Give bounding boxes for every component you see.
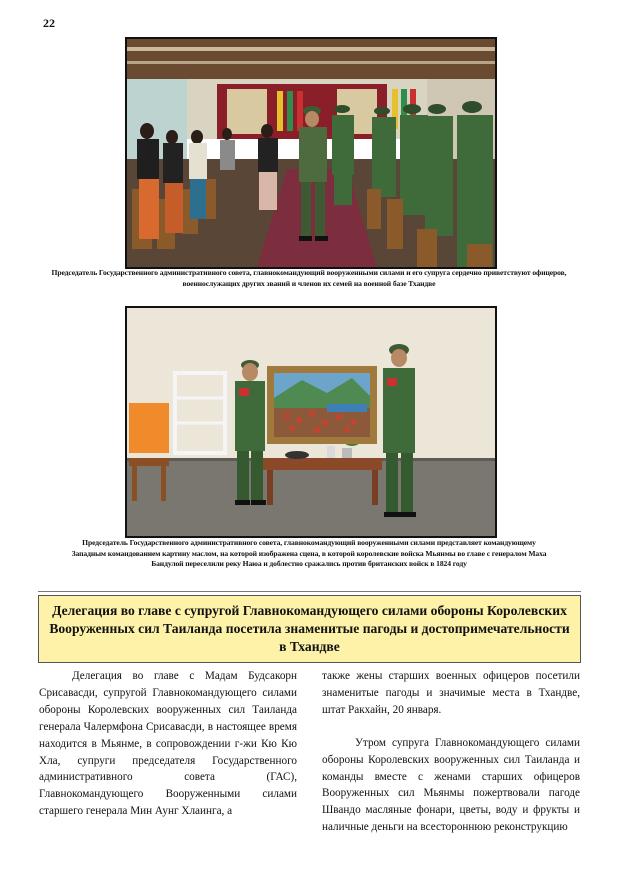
article-column-left [39,668,297,820]
photo-caption-2: Председатель Государственного административного совета, главнокомандующий вооруженными силами представляет командующему Западным командованием картину маслом, на которой изображена сцена, в которой королевские войска Мьянмы во главе с генералом Маха Бандулой переселили реку Наюа и доблестно сражались против британских войск в 1824 году [71,538,547,568]
page-number: 22 [43,16,55,30]
article-paragraph: Утром супруга Главнокомандующего силами обороны Королевских вооруженных сил Таиланда и команды вместе с женами старших офицеров Вооруженных сил Мьянмы пожертвовали пагоде Швандо масляные фонари, цветы, воду и фрукты и наличные деньги на всестороннюю реконструкцию [322,736,580,834]
painting-presentation-photo [125,306,497,538]
photo-caption-1: Председатель Государственного административного совета, главнокомандующий вооруженными силами и его супруга сердечно приветствуют офицеров, военнослужащих других званий и членов их семей на военной базе Тхандве [51,268,567,288]
article-paragraph: также жены старших военных офицеров посетили знаменитые пагоды и значимые места в Тхандве, штат Ракхайн, 20 января. [322,670,580,716]
article-column-right [322,668,580,836]
article-headline: Делегация во главе с супругой Главнокомандующего силами обороны Королевских Вооруженных сил Таиланда посетила знаменитые пагоды и достопримечательности в Тхандве [38,595,581,663]
article-paragraph: Делегация во главе с Мадам Будсакорн Срисавасди, супругой Главнокомандующего силами обороны Королевских вооруженных сил Таиланда генерала Чалермфона Срисавасди, в настоящее время находится в Мьянме, в сопровождении г-жи Кю Кю Хла, супруги председателя Государственного административного совета (ГАС), Главнокомандующего Вооруженными силами старшего генерала Мин Аунг Хлаинга, а [39,670,297,818]
officers-greeting-photo [125,37,497,269]
